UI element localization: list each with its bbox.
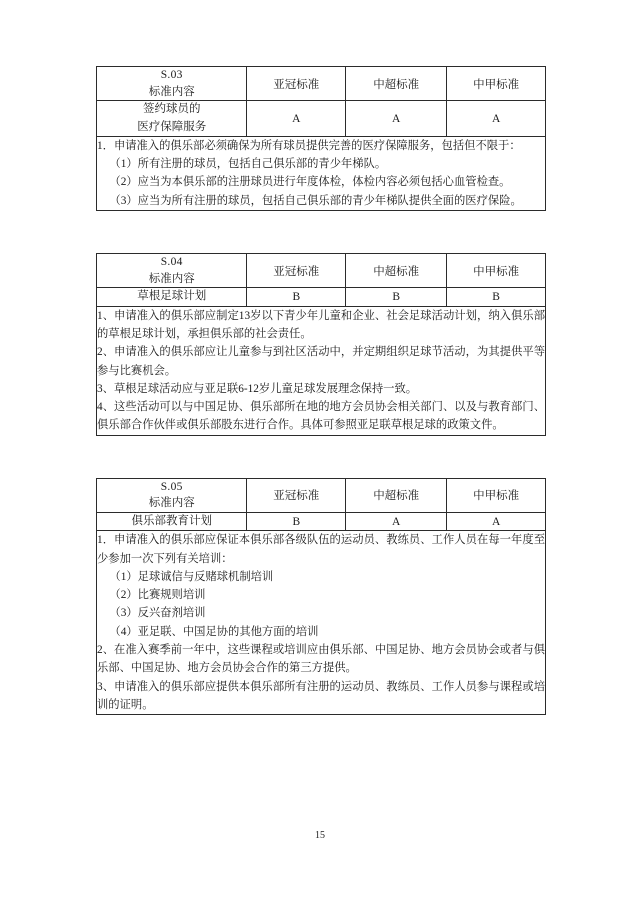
page-number: 15 [315, 830, 325, 841]
standard-code: S.04 [160, 256, 183, 269]
item-name-line-2: 医疗保障服务 [137, 120, 207, 133]
criteria-paragraph: （1）足球诚信与反赌球机制培训 [109, 570, 274, 583]
criteria-body-cell [97, 136, 546, 210]
column-label-content: 标准内容 [148, 272, 195, 285]
header-acl-standard: 亚冠标准 [247, 478, 346, 512]
criteria-body-cell [97, 531, 546, 715]
column-label-content: 标准内容 [148, 85, 195, 98]
item-name-cell [97, 101, 247, 137]
criteria-paragraph: 1、申请准入的俱乐部应制定13岁以下青少年儿童和企业、社会足球活动计划，纳入俱乐部的草根足球计划，承担俱乐部的社会责任。 [97, 309, 545, 340]
table-row-body [97, 306, 546, 435]
document-content [96, 66, 546, 757]
table-row-header [97, 478, 546, 512]
header-acl-standard: 亚冠标准 [247, 254, 346, 288]
table-row-item [97, 513, 546, 531]
item-name-line-1: 签约球员的 [142, 103, 201, 116]
standard-code: S.03 [160, 69, 183, 81]
header-league-one-standard: 中甲标准 [447, 478, 546, 512]
grade-league-one: A [447, 513, 546, 531]
grade-csl: B [346, 288, 447, 306]
header-league-one-standard: 中甲标准 [447, 67, 546, 101]
table-code-cell [97, 478, 247, 512]
header-csl-standard: 中超标准 [346, 254, 447, 288]
grade-acl: A [247, 101, 346, 137]
table-row-header [97, 67, 546, 101]
grade-league-one: B [447, 288, 546, 306]
criteria-paragraph: 1．申请准入的俱乐部必须确保为所有球员提供完善的医疗保障服务，包括但不限于： [97, 139, 521, 152]
standard-table-s04 [96, 253, 546, 436]
standard-table-s03 [96, 66, 546, 211]
header-league-one-standard: 中甲标准 [447, 254, 546, 288]
grade-acl: B [247, 513, 346, 531]
criteria-paragraph: 3、申请准入的俱乐部应提供本俱乐部所有注册的运动员、教练员、工作人员参与课程或培训的证明。 [97, 680, 545, 711]
criteria-paragraph: 1．申请准入的俱乐部应保证本俱乐部各级队伍的运动员、教练员、工作人员在每一年度至少参加一次下列有关培训： [97, 534, 545, 565]
header-csl-standard: 中超标准 [346, 67, 447, 101]
criteria-paragraph: （2）比赛规则培训 [109, 589, 206, 602]
standard-code: S.05 [160, 480, 183, 493]
criteria-paragraph: 2、申请准入的俱乐部应让儿童参与到社区活动中，并定期组织足球节活动，为其提供平等参与比赛机会。 [97, 346, 545, 377]
table-row-item [97, 101, 546, 137]
grade-acl: B [247, 288, 346, 306]
criteria-paragraph: （3）应当为所有注册的球员，包括自己俱乐部的青少年梯队提供全面的医疗保险。 [109, 194, 522, 207]
criteria-paragraph: 4、这些活动可以与中国足协、俱乐部所在地的地方会员协会相关部门、以及与教育部门、俱乐部合作伙伴或俱乐部股东进行合作。具体可参照亚足联草根足球的政策文件。 [97, 401, 545, 432]
table-code-cell [97, 67, 247, 101]
table-row-item [97, 288, 546, 306]
grade-csl: A [346, 513, 447, 531]
criteria-paragraph: （4）亚足联、中国足协的其他方面的培训 [109, 625, 319, 638]
standard-table-s05 [96, 478, 546, 716]
criteria-paragraph: （1）所有注册的球员，包括自己俱乐部的青少年梯队。 [109, 158, 387, 171]
column-label-content: 标准内容 [148, 497, 195, 510]
table-row-body [97, 531, 546, 715]
table-row-header [97, 254, 546, 288]
item-name-cell: 草根足球计划 [97, 288, 247, 306]
header-csl-standard: 中超标准 [346, 478, 447, 512]
criteria-paragraph: 2、在准入赛季前一年中，这些课程或培训应由俱乐部、中国足协、地方会员协会或者与俱乐部、中国足协、地方会员协会合作的第三方提供。 [97, 644, 545, 675]
criteria-body-cell [97, 306, 546, 435]
table-code-cell [97, 254, 247, 288]
grade-league-one: A [447, 101, 546, 137]
table-row-body [97, 136, 546, 210]
grade-csl: A [346, 101, 447, 137]
header-acl-standard: 亚冠标准 [247, 67, 346, 101]
item-name-cell: 俱乐部教育计划 [97, 513, 247, 531]
criteria-paragraph: 3、草根足球活动应与亚足联6-12岁儿童足球发展理念保持一致。 [97, 382, 418, 395]
criteria-paragraph: （3）反兴奋剂培训 [109, 607, 206, 620]
criteria-paragraph: （2）应当为本俱乐部的注册球员进行年度体检，体检内容必须包括心血管检查。 [109, 176, 511, 189]
